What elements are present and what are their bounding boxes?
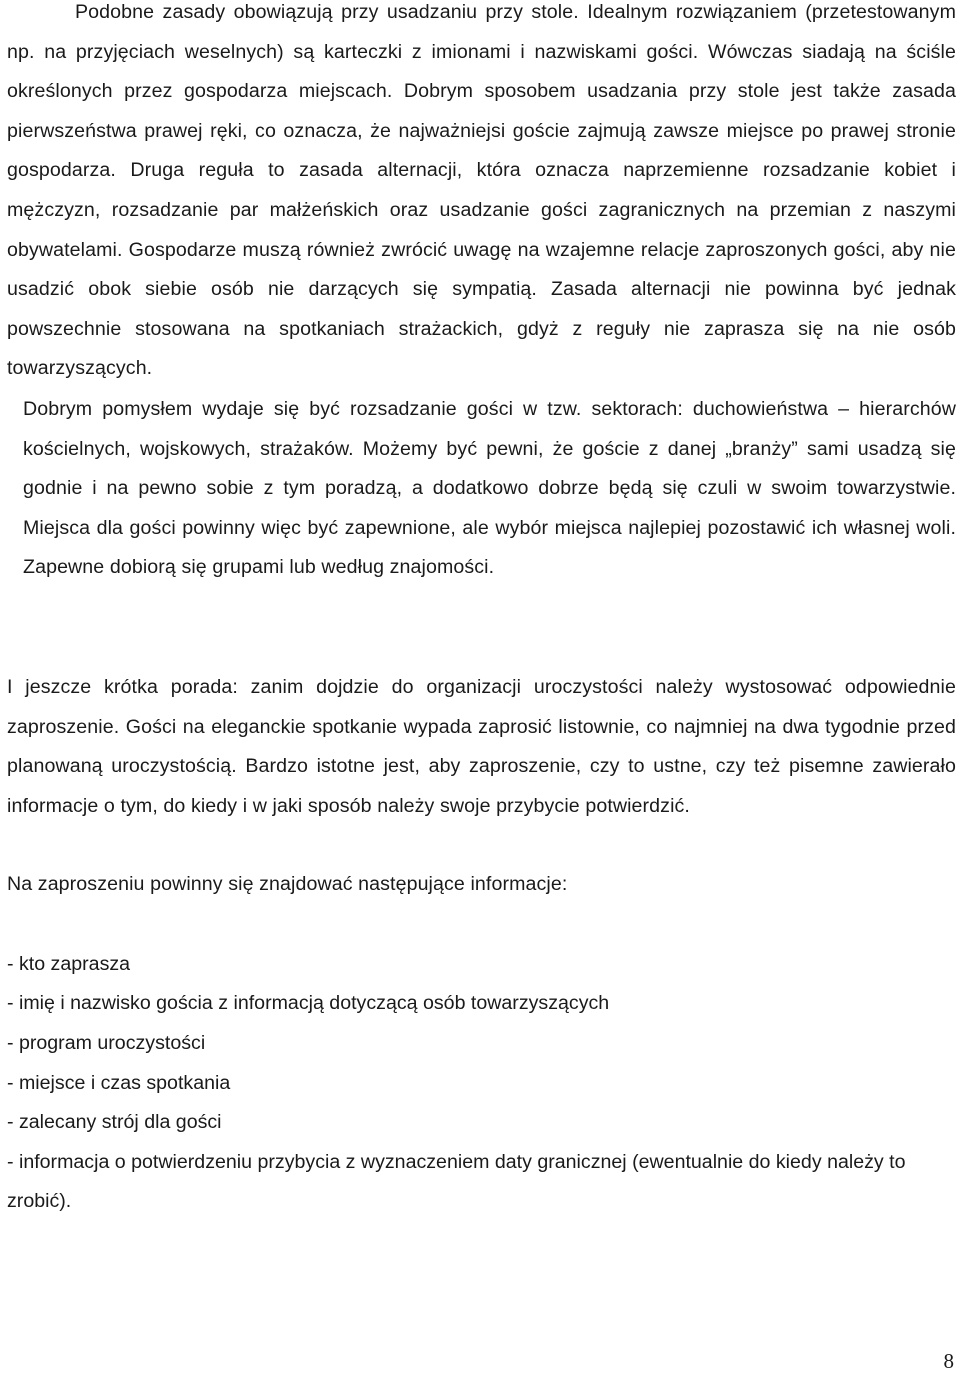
- paragraph-invitation-advice: I jeszcze krótka porada: zanim dojdzie do organizacji uroczystości należy wystosować odpowiednie zaproszenie. Gości na eleganckie spotkanie wypada zaprosić listownie, co najmniej na dwa tygodnie przed planowaną uroczystością. Bardzo istotne jest, aby zaproszenie, czy to ustne, czy też pisemne zawierało informacje o tym, do kiedy i w jaki sposób należy swoje przybycie potwierdzić.: [7, 675, 956, 817]
- list-item: - informacja o potwierdzeniu przybycia z wyznaczeniem daty granicznej (ewentualnie do kiedy należy to zrobić).: [7, 1150, 906, 1213]
- paragraph-invitation-info-heading: Na zaproszeniu powinny się znajdować następujące informacje:: [7, 873, 568, 896]
- list-item: - kto zaprasza: [7, 952, 131, 975]
- list-item: - miejsce i czas spotkania: [7, 1071, 231, 1094]
- paragraph-sectors: Dobrym pomysłem wydaje się być rozsadzanie gości w tzw. sektorach: duchowieństwa – hierarchów kościelnych, wojskowych, strażaków. Możemy być pewni, że goście z danej „branży” sami usadzą się godnie i na pewno sobie z tym poradzą, a dodatkowo dobrze będą się czuli w swoim towarzystwie. Miejsca dla gości powinny więc być zapewnione, ale wybór miejsca najlepiej pozostawić ich własnej woli. Zapewne dobiorą się grupami lub według znajomości.: [23, 397, 956, 579]
- invitation-info-list: [0, 945, 960, 1222]
- list-item: - zalecany strój dla gości: [7, 1111, 222, 1134]
- page-number: 8: [943, 1349, 954, 1373]
- paragraph-seating-rules: Podobne zasady obowiązują przy usadzaniu przy stole. Idealnym rozwiązaniem (przetestowanym np. na przyjęciach weselnych) są karteczki z imionami i nazwiskami gości. Wówczas siadają na ściśle określonych przez gospodarza miejscach. Dobrym sposobem usadzania przy stole jest także zasada pierwszeństwa prawej ręki, co oznacza, że najważniejsi goście zajmują zawsze miejsce po prawej stronie gospodarza. Druga reguła to zasada alternacji, która oznacza naprzemienne rozsadzanie kobiet i mężczyzn, rozsadzanie par małżeńskich oraz usadzanie gości zagranicznych na przemian z naszymi obywatelami. Gospodarze muszą również zwrócić uwagę na wzajemne relacje zaproszonych gości, aby nie usadzić obok siebie osób nie darzących się sympatią. Zasada alternacji nie powinna być jednak powszechnie stosowana na spotkaniach strażackich, gdyż z reguły nie zaprasza się na nie osób towarzyszących.: [7, 1, 956, 380]
- list-item: - imię i nazwisko gościa z informacją dotyczącą osób towarzyszących: [7, 992, 610, 1015]
- list-item: - program uroczystości: [7, 1032, 206, 1055]
